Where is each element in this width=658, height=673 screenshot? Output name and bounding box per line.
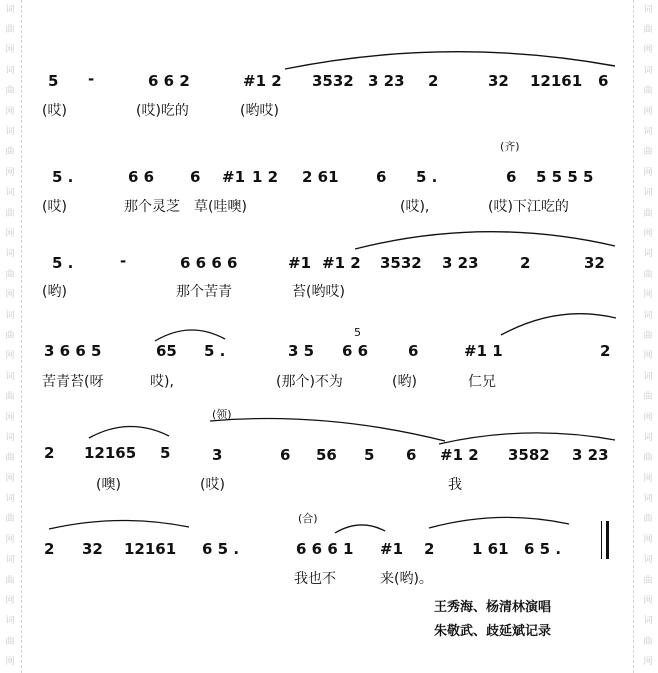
note-token: 6 5 .	[524, 540, 562, 558]
ensemble-mark: (齐)	[500, 140, 520, 153]
watermark-char: 曲	[643, 208, 653, 219]
watermark-char: 词	[5, 188, 15, 199]
note-token: #1	[222, 168, 246, 186]
watermark-char: 网	[5, 228, 15, 239]
watermark-char: 网	[5, 45, 15, 56]
watermark-char: 网	[643, 167, 653, 178]
watermark-char: 曲	[5, 269, 15, 280]
note-token: 6	[506, 168, 517, 186]
watermark-char: 网	[5, 596, 15, 607]
note-token: 56	[316, 446, 337, 464]
note-token: 6	[376, 168, 387, 186]
note-token: 5 .	[52, 168, 74, 186]
slur-arc	[330, 520, 390, 536]
note-token: 6 6	[128, 168, 155, 186]
watermark-char: 词	[643, 188, 653, 199]
note-token: 2 61	[302, 168, 339, 186]
note-token: 3 5	[288, 342, 315, 360]
watermark-char: 网	[5, 106, 15, 117]
watermark-char: 曲	[643, 330, 653, 341]
watermark-char: 词	[5, 127, 15, 138]
watermark-char: 词	[643, 310, 653, 321]
watermark-char: 曲	[5, 514, 15, 525]
lyric-text: 苦青苔(呀	[42, 374, 104, 390]
note-token: 3532	[380, 254, 422, 272]
note-token: 6 6 6 1	[296, 540, 354, 558]
watermark-char: 词	[643, 616, 653, 627]
lyric-text: (哟)	[42, 284, 67, 300]
note-token: 3 23	[368, 72, 405, 90]
note-token: #1	[380, 540, 404, 558]
note-token: 12161	[530, 72, 583, 90]
lyric-text: 我	[448, 477, 462, 493]
watermark-char: 网	[5, 351, 15, 362]
lyric-text: (哎)吃的	[136, 103, 189, 119]
watermark-char: 词	[5, 4, 15, 15]
watermark-char: 曲	[643, 25, 653, 36]
slur-arc	[350, 224, 620, 254]
watermark-char: 曲	[5, 453, 15, 464]
note-token: 6 6	[342, 342, 369, 360]
lyric-text: (哎)	[42, 103, 67, 119]
watermark-char: 词	[643, 249, 653, 260]
lyric-text: (哎),	[400, 199, 430, 215]
note-token: 12165	[84, 444, 137, 462]
note-token: 32	[488, 72, 509, 90]
slur-arc	[280, 44, 620, 74]
watermark-char: 网	[5, 534, 15, 545]
lyric-text: 苔(哟哎)	[292, 284, 345, 300]
note-token: #1	[288, 254, 312, 272]
lyric-text: 那个苦青	[176, 284, 232, 300]
watermark-char: 曲	[5, 330, 15, 341]
note-token: 2	[44, 444, 55, 462]
watermark-char: 曲	[5, 86, 15, 97]
note-token: 2	[600, 342, 611, 360]
watermark-char: 网	[643, 534, 653, 545]
watermark-char: 曲	[5, 575, 15, 586]
note-token: 65	[156, 342, 177, 360]
lyric-text: (哎)	[42, 199, 67, 215]
watermark-char: 网	[5, 473, 15, 484]
watermark-char: 网	[643, 106, 653, 117]
watermark-char: 词	[5, 432, 15, 443]
watermark-char: 曲	[643, 636, 653, 647]
watermark-char: 曲	[643, 575, 653, 586]
watermark-char: 曲	[5, 208, 15, 219]
watermark-char: 网	[643, 228, 653, 239]
note-token: 6	[406, 446, 417, 464]
note-token: -	[120, 252, 127, 270]
note-token: 6 6 6 6	[180, 254, 238, 272]
watermark-char: 网	[5, 290, 15, 301]
note-token: 5	[160, 444, 171, 462]
note-token: 3 23	[572, 446, 609, 464]
note-token: 32	[584, 254, 605, 272]
watermark-char: 曲	[643, 269, 653, 280]
note-token: 2	[428, 72, 439, 90]
note-token: 6 5 .	[202, 540, 240, 558]
watermark-char: 曲	[5, 636, 15, 647]
watermark-char: 词	[643, 127, 653, 138]
slur-arc	[496, 310, 620, 340]
watermark-char: 词	[5, 371, 15, 382]
lyric-text: 来(哟)。	[380, 571, 433, 587]
watermark-char: 词	[5, 494, 15, 505]
watermark-char: 网	[643, 473, 653, 484]
note-token: 6	[598, 72, 609, 90]
note-token: 3	[212, 446, 223, 464]
note-token: -	[88, 70, 95, 88]
lyric-text: 那个灵芝	[124, 199, 180, 215]
chorus-mark: (合)	[298, 512, 318, 525]
note-token: 2	[44, 540, 55, 558]
lyric-text: (哟)	[392, 374, 417, 390]
grace-note-mark: 5	[354, 326, 361, 339]
watermark-char: 词	[643, 432, 653, 443]
lyric-text: 哎),	[150, 374, 174, 390]
note-token: 6	[190, 168, 201, 186]
watermark-char: 网	[643, 351, 653, 362]
watermark-char: 词	[5, 65, 15, 76]
slur-arc	[44, 515, 194, 533]
lyric-text: (哎)	[200, 477, 225, 493]
lyric-text: 我也不	[294, 571, 336, 587]
note-token: 5 .	[416, 168, 438, 186]
lyric-text: (噢)	[96, 477, 121, 493]
watermark-char: 曲	[5, 147, 15, 158]
note-token: 5 .	[52, 254, 74, 272]
note-token: 3582	[508, 446, 550, 464]
watermark-char: 曲	[643, 453, 653, 464]
transcriber-credit: 朱敬武、歧延斌记录	[434, 624, 552, 639]
watermark-left	[2, 0, 18, 673]
watermark-char: 词	[643, 65, 653, 76]
lyric-text: 草(哇噢)	[194, 199, 247, 215]
watermark-char: 网	[643, 290, 653, 301]
watermark-char: 网	[643, 657, 653, 668]
watermark-char: 词	[643, 555, 653, 566]
slur-arc	[205, 415, 450, 445]
note-token: 3 23	[442, 254, 479, 272]
watermark-char: 曲	[643, 86, 653, 97]
margin-line-right	[633, 0, 634, 673]
watermark-char: 词	[643, 4, 653, 15]
note-token: #1 2	[440, 446, 479, 464]
note-token: 5 5 5 5	[536, 168, 594, 186]
solo-mark: (领)	[212, 408, 232, 421]
watermark-char: 网	[5, 657, 15, 668]
watermark-char: 词	[5, 310, 15, 321]
watermark-char: 词	[5, 555, 15, 566]
watermark-char: 网	[643, 45, 653, 56]
final-barline-thick	[606, 521, 609, 559]
note-token: 2	[424, 540, 435, 558]
note-token: 6	[280, 446, 291, 464]
note-token: 32	[82, 540, 103, 558]
watermark-char: 曲	[643, 392, 653, 403]
slur-arc	[84, 420, 174, 442]
watermark-char: 网	[5, 412, 15, 423]
lyric-text: 仁兄	[468, 374, 496, 390]
margin-line-left	[21, 0, 22, 673]
watermark-char: 网	[643, 596, 653, 607]
note-token: 12161	[124, 540, 177, 558]
watermark-char: 曲	[5, 25, 15, 36]
watermark-char: 词	[643, 494, 653, 505]
watermark-char: 网	[5, 167, 15, 178]
watermark-char: 网	[643, 412, 653, 423]
note-token: 5	[364, 446, 375, 464]
note-token: 3532	[312, 72, 354, 90]
note-token: #1 2	[243, 72, 282, 90]
note-token: 1 2	[252, 168, 279, 186]
note-token: #1 1	[464, 342, 503, 360]
final-barline-thin	[601, 521, 602, 559]
lyric-text: (那个)不为	[276, 374, 343, 390]
watermark-char: 词	[643, 371, 653, 382]
performer-credit: 王秀海、杨清林演唱	[434, 600, 552, 615]
watermark-char: 曲	[643, 514, 653, 525]
note-token: 1 61	[472, 540, 509, 558]
lyric-text: (哟哎)	[240, 103, 279, 119]
watermark-right	[640, 0, 656, 673]
watermark-char: 曲	[643, 147, 653, 158]
watermark-char: 曲	[5, 392, 15, 403]
slur-arc	[434, 426, 620, 448]
watermark-char: 词	[5, 249, 15, 260]
note-token: 3 6 6 5	[44, 342, 102, 360]
slur-arc	[424, 512, 574, 532]
note-token: 2	[520, 254, 531, 272]
slur-arc	[150, 324, 230, 344]
lyric-text: (哎)下江吃的	[488, 199, 569, 215]
watermark-char: 词	[5, 616, 15, 627]
note-token: 5 .	[204, 342, 226, 360]
note-token: 6 6 2	[148, 72, 190, 90]
note-token: 6	[408, 342, 419, 360]
note-token: 5	[48, 72, 59, 90]
note-token: #1 2	[322, 254, 361, 272]
